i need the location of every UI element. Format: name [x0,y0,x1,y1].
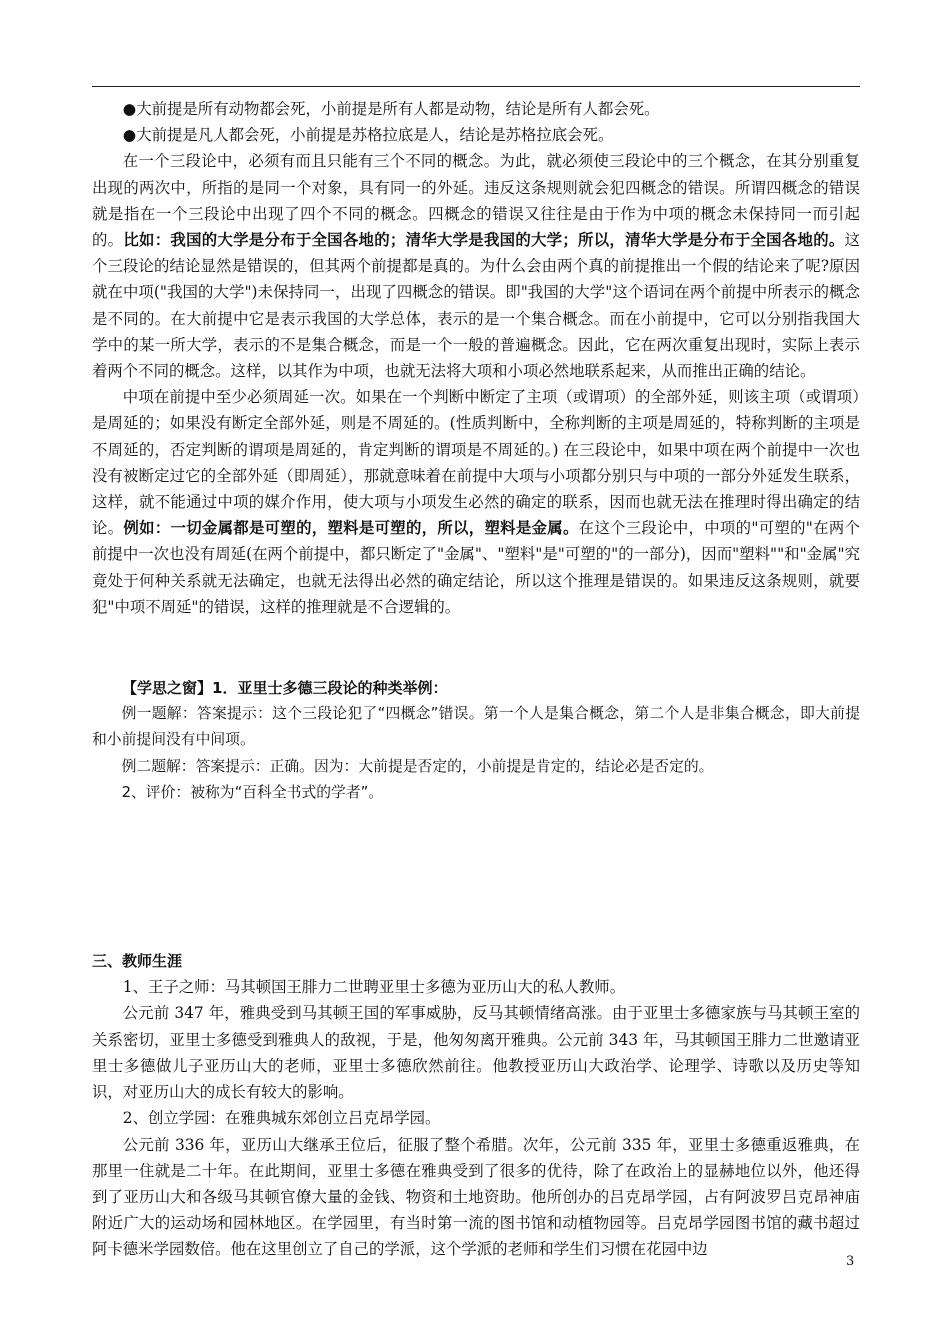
evaluation-item: 2、评价：被称为“百科全书式的学者”。 [121,783,384,801]
example-one-answer: 例一题解：答案提示：这个三段论犯了“四概念”错误。第一个人是集合概念，第二个人是非集合概念，即大前提和小前提间没有中间项。 [92,705,860,749]
paragraph-four-concepts [92,148,860,384]
bullet-text: 大前提是凡人都会死，小前提是苏格拉底是人，结论是苏格拉底会死。 [136,126,614,145]
section-title-study-window: 【学思之窗】1．亚里士多德三段论的种类举例： [122,679,448,698]
paragraph-text: 在一个三段论中，必须有而且只能有三个不同的概念。为此，就必须使三段论中的三个概念，在其分别重复出现的两次中，所指的是同一个对象，具有同一的外延。违反这条规则就会犯四概念的错误。所谓四概念的错误就是指在一个三段论中出现了四个不同的概念。四概念的错误又往往是由于作为中项的概念未保持同一而引起的。 [92,152,860,250]
header-rule [92,86,860,87]
paragraph-text: 中项在前提中至少必须周延一次。如果在一个判断中断定了主项（或谓项）的全部外延，则该主项（或谓项）是周延的；如果没有断定全部外延，则是不周延的。(性质判断中，全称判断的主项是周延的，特称判断的主项是不周延的，否定判断的谓项是周延的，肯定判断的谓项是不周延的。) 在三段论中，如果中项在两个前提中一次也没有被断定过它的全部外延（即周延），那就意味着在前提中大项与小项都分别只与中项的一部分外延发生联系，这样，就不能通过中项的媒介作用，使大项与小项发生必然的确定的联系，因而也就无法在推理时得出确定的结论。 [92,388,860,538]
bullet-icon: ● [122,100,137,118]
paragraph-text: 这个三段论的结论显然是错误的，但其两个前提都是真的。为什么会由两个真的前提推出一个假的结论来了呢?原因就在中项("我国的大学")未保持同一，出现了四概念的错误。即"我国的大学"这个语词在两个前提中所表示的概念是不同的。在大前提中它是表示我国的大学总体，表示的是一个集合概念。而在小前提中，它可以分别指我国大学中的某一所大学，表示的不是集合概念，而是一个一般的普遍概念。因此，它在两次重复出现时，实际上表示着两个不同的概念。这样，以其作为中项，也就无法将大项和小项必然地联系起来，从而推出正确的结论。 [92,231,860,381]
example-two-answer: 例二题解：答案提示：正确。因为：大前提是否定的，小前提是肯定的，结论必是否定的。 [121,757,714,775]
list-item-lyceum: 2、创立学园：在雅典城东郊创立吕克昂学园。 [122,1109,441,1128]
paragraph-336bc: 公元前 336 年，亚历山大继承王位后，征服了整个希腊。次年，公元前 335 年，亚里士多德重返雅典，在那里一住就是二十年。在此期间，亚里士多德在雅典受到了很多的优待，除了在政治上的显赫地位以外，他还得到了亚历山大和各级马其顿官僚大量的金钱、物资和土地资助。他所创办的吕克昂学园，占有阿波罗吕克昂神庙附近广大的运动场和园林地区。在学园里，有当时第一流的图书馆和动植物园等。吕克昂学园图书馆的藏书超过阿卡德米学园数倍。他在这里创立了自己的学派，这个学派的老师和学生们习惯在花园中边 [92,1135,860,1259]
bullet-text: 大前提是所有动物都会死，小前提是所有人都是动物，结论是所有人都会死。 [136,100,660,118]
list-item-prince-teacher: 1、王子之师：马其顿国王腓力二世聘亚里士多德为亚历山大的私人教师。 [122,978,626,997]
bullet-item [92,122,860,148]
bullet-item [92,96,860,122]
paragraph-text: 在这个三段论中，中项的"可塑的"在两个前提中一次也没有周延(在两个前提中，都只断定了"金属"、"塑料"是"可塑的"的一部分)，因而"塑料""和"金属"究竟处于何种关系就无法确定，也就无法得出必然的确定结论，所以这个推理是错误的。如果违反这条规则，就要犯"中项不周延"的错误，这样的推理就是不合逻辑的。 [92,519,860,616]
bold-example: 比如：我国的大学是分布于全国各地的；清华大学是我国的大学；所以，清华大学是分布于全国各地的。 [123,231,845,250]
section-title-teacher-career: 三、教师生涯 [92,952,183,971]
paragraph-347bc: 公元前 347 年，雅典受到马其顿王国的军事威胁，反马其顿情绪高涨。由于亚里士多德家族与马其顿王室的关系密切，亚里士多德受到雅典人的敌视，于是，他匆匆离开雅典。公元前 343 年，马其顿国王腓力二世邀请亚里士多德做儿子亚历山大的老师，亚里士多德欣然前往。他教授亚历山大政治学、论理学、诗歌以及历史等知识，对亚历山大的成长有较大的影响。 [92,1004,860,1102]
bullet-icon: ● [122,126,137,145]
paragraph-middle-term [92,384,860,620]
page-number: 3 [846,1254,855,1269]
bold-example: 例如：一切金属都是可塑的，塑料是可塑的，所以，塑料是金属。 [123,519,579,538]
page-content [92,96,860,1263]
